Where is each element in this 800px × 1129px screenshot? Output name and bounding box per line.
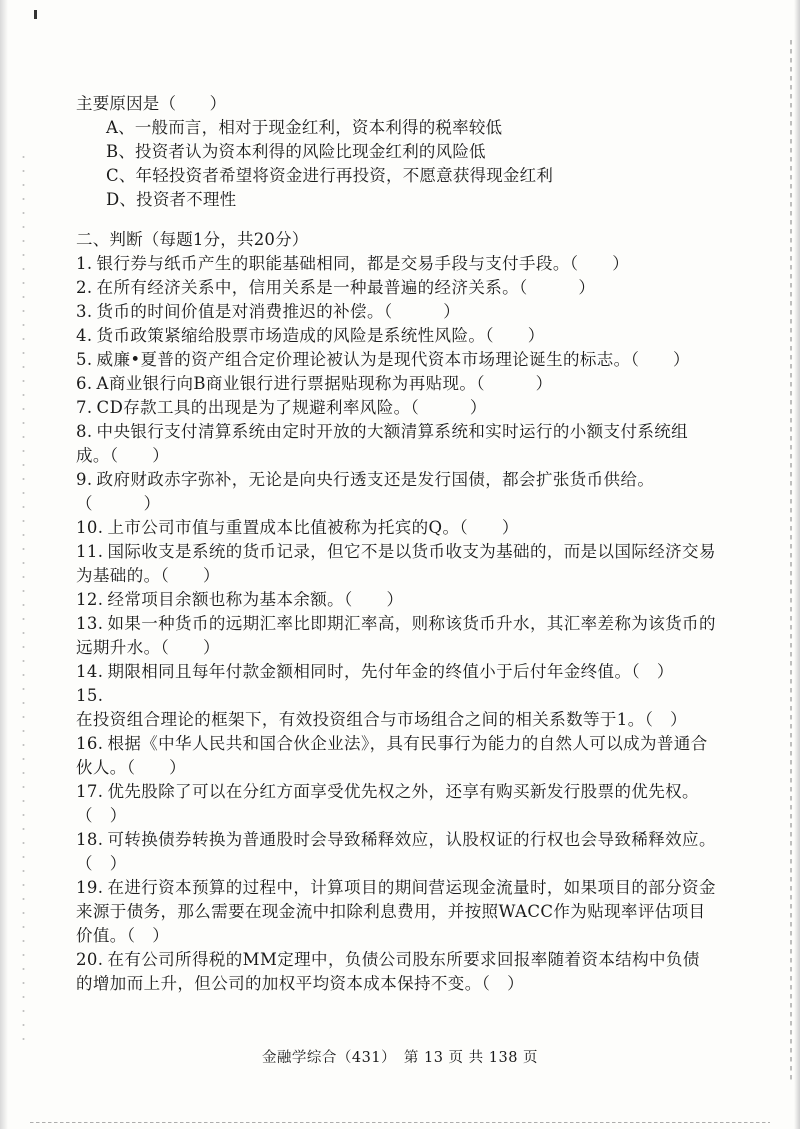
question-item bbox=[76, 780, 716, 828]
question-item bbox=[76, 420, 716, 468]
scan-bottom-rule bbox=[30, 1122, 770, 1123]
question-text: 货币的时间价值是对消费推迟的补偿。（ ） bbox=[96, 302, 461, 321]
question-item bbox=[76, 396, 716, 420]
question-number: 3. bbox=[76, 302, 93, 321]
question-number: 20. bbox=[76, 950, 104, 969]
question-item bbox=[76, 252, 716, 276]
question-number: 10. bbox=[76, 518, 104, 537]
question-text: 银行券与纸币产生的职能基础相同，都是交易手段与支付手段。（ ） bbox=[96, 254, 630, 273]
mc-option-d: D、投资者不理性 bbox=[106, 190, 237, 209]
page-content bbox=[76, 92, 716, 996]
question-number: 14. bbox=[76, 662, 104, 681]
question-item bbox=[76, 588, 716, 612]
question-number: 4. bbox=[76, 326, 93, 345]
question-text: 可转换债券转换为普通股时会导致稀释效应，认股权证的行权也会导致稀释效应。（ ） bbox=[76, 830, 716, 873]
question-text: 货币政策紧缩给股票市场造成的风险是系统性风险。（ ） bbox=[96, 326, 545, 345]
page-footer: 金融学综合（431） 第 13 页 共 138 页 bbox=[261, 1050, 539, 1066]
question-item bbox=[76, 300, 716, 324]
question-text: 上市公司市值与重置成本比值被称为托宾的Q。（ ） bbox=[107, 518, 519, 537]
question-item bbox=[76, 684, 716, 732]
question-text: 国际收支是系统的货币记录，但它不是以货币收支为基础的，而是以国际经济交易为基础的。（ ） bbox=[76, 542, 716, 585]
mc-option-b: B、投资者认为资本利得的风险比现金红利的风险低 bbox=[106, 142, 486, 161]
section-title: 二、判断（每题1分，共20分） bbox=[76, 230, 309, 249]
question-item bbox=[76, 348, 716, 372]
question-text: 在有公司所得税的MM定理中，负债公司股东所要求回报率随着资本结构中负债的增加而上升，但公司的加权平均资本成本保持不变。（ ） bbox=[76, 950, 700, 993]
question-text: 根据《中华人民共和国合伙企业法》，具有民事行为能力的自然人可以成为普通合伙人。（ ） bbox=[76, 734, 708, 777]
question-item bbox=[76, 732, 716, 780]
question-item bbox=[76, 612, 716, 660]
question-text: 优先股除了可以在分红方面享受优先权之外，还享有购买新发行股票的优先权。（ ） bbox=[76, 782, 699, 825]
question-number: 13. bbox=[76, 614, 104, 633]
question-text: 威廉•夏普的资产组合定价理论被认为是现代资本市场理论诞生的标志。（ ） bbox=[96, 350, 690, 369]
question-number: 2. bbox=[76, 278, 93, 297]
question-item bbox=[76, 276, 716, 300]
scan-corner-mark bbox=[34, 10, 37, 19]
question-number: 6. bbox=[76, 374, 93, 393]
question-number: 11. bbox=[76, 542, 104, 561]
question-number: 18. bbox=[76, 830, 104, 849]
question-text: 在进行资本预算的过程中，计算项目的期间营运现金流量时，如果项目的部分资金来源于债务，那么需要在现金流中扣除利息费用，并按照WACC作为贴现率评估项目价值。（ ） bbox=[76, 878, 716, 945]
mc-option-a: A、一般而言，相对于现金红利，资本利得的税率较低 bbox=[106, 118, 503, 137]
question-item bbox=[76, 372, 716, 396]
question-text: CD存款工具的出现是为了规避利率风险。（ ） bbox=[96, 398, 487, 417]
question-item bbox=[76, 876, 716, 948]
question-text: 政府财政赤字弥补，无论是向央行透支还是发行国债，都会扩张货币供给。（ ） bbox=[76, 470, 655, 513]
question-item bbox=[76, 540, 716, 588]
question-text: 在投资组合理论的框架下，有效投资组合与市场组合之间的相关系数等于1。（ ） bbox=[76, 710, 688, 729]
question-item bbox=[76, 468, 716, 516]
question-number: 8. bbox=[76, 422, 93, 441]
mc-question-stem: 主要原因是（ ） bbox=[76, 94, 227, 113]
scan-right-dashes bbox=[790, 40, 792, 1080]
question-text: A商业银行向B商业银行进行票据贴现称为再贴现。（ ） bbox=[96, 374, 553, 393]
question-text: 如果一种货币的远期汇率比即期汇率高，则称该货币升水，其汇率差称为该货币的远期升水。（ ） bbox=[76, 614, 716, 657]
scan-left-edge bbox=[0, 0, 8, 1129]
question-number: 7. bbox=[76, 398, 93, 417]
scan-right-edge bbox=[794, 0, 800, 1129]
question-item bbox=[76, 828, 716, 876]
mc-option-c: C、年轻投资者希望将资金进行再投资，不愿意获得现金红利 bbox=[106, 166, 554, 185]
question-item bbox=[76, 324, 716, 348]
question-number: 16. bbox=[76, 734, 104, 753]
question-text: 中央银行支付清算系统由定时开放的大额清算系统和实时运行的小额支付系统组成。（ ） bbox=[76, 422, 689, 465]
question-item bbox=[76, 948, 716, 996]
question-number: 19. bbox=[76, 878, 104, 897]
question-item bbox=[76, 516, 716, 540]
question-number: 5. bbox=[76, 350, 93, 369]
question-number: 17. bbox=[76, 782, 104, 801]
question-number: 9. bbox=[76, 470, 93, 489]
question-text: 在所有经济关系中，信用关系是一种最普遍的经济关系。（ ） bbox=[96, 278, 596, 297]
question-number: 12. bbox=[76, 590, 104, 609]
question-text: 期限相同且每年付款金额相同时，先付年金的终值小于后付年金终值。（ ） bbox=[107, 662, 674, 681]
question-number: 1. bbox=[76, 254, 93, 273]
scan-binding-holes bbox=[22, 150, 25, 1050]
question-text: 经常项目余额也称为基本余额。（ ） bbox=[107, 590, 404, 609]
question-number: 15. bbox=[76, 686, 104, 705]
question-item bbox=[76, 660, 716, 684]
